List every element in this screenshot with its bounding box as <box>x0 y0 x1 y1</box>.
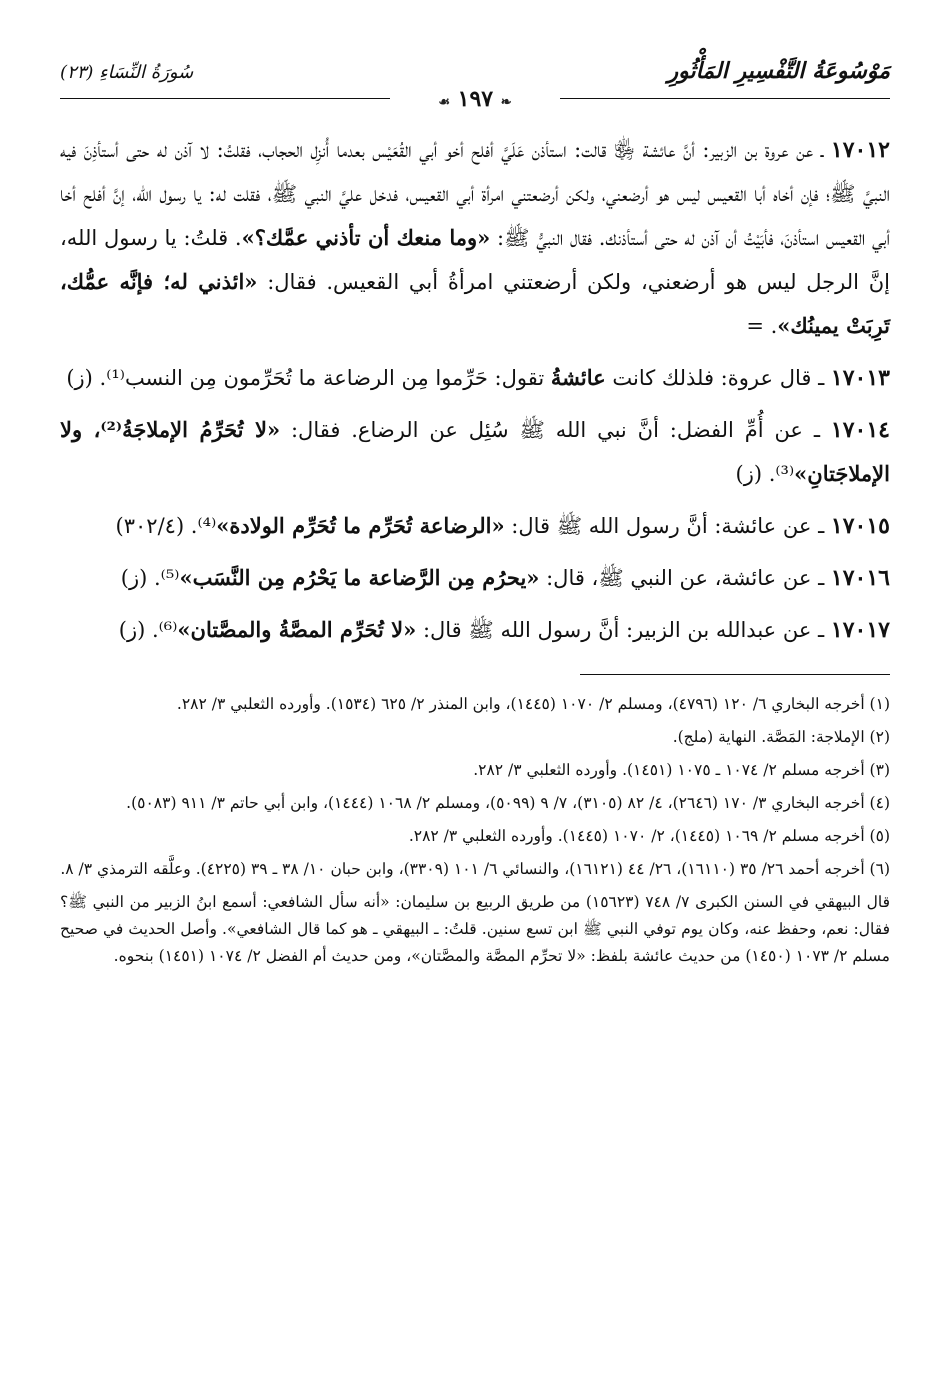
entry-text: ـ عن أُمِّ الفضل: أنَّ نبي الله ﷺ سُئِل عن الرضاع. فقال: <box>290 418 820 442</box>
footnotes <box>60 691 890 970</box>
entry-number: ١٧٠١٣ <box>830 365 890 391</box>
entry-number: ١٧٠١٤ <box>830 417 890 443</box>
entry-text: تقول: حَرِّموا مِن الرضاعة ما تُحَرِّمون مِن النسب⁽¹⁾. (ز) <box>66 366 545 390</box>
surah-title: سُورَةُ النِّسَاءِ (٢٣) <box>60 62 194 83</box>
entry <box>60 356 890 400</box>
header-rule-line-left <box>60 98 390 99</box>
ornament-icon: ☙ <box>438 95 450 110</box>
header-rule-line-right <box>560 98 890 99</box>
footnote: (٤) أخرجه البخاري ٣/ ١٧٠ (٢٦٤٦)، ٤/ ٨٢ (٣١٠٥)، ٧/ ٩ (٥٠٩٩)، ومسلم ٢/ ١٠٦٨ (١٤٤٤)، وابن أبي حاتم ٣/ ٩١١ (٥٠٨٣). <box>126 794 890 812</box>
entry-number: ١٧٠١٢ <box>830 137 890 163</box>
name-highlight: عائشةُ <box>550 365 606 390</box>
footnote: (٢) الإملاجة: المَصَّة. النهاية (ملج). <box>672 728 890 746</box>
hadith-quote: «الرضاعة تُحَرِّم ما تُحَرِّم الولادة» <box>216 513 505 538</box>
entry-text: ـ عن عبدالله بن الزبير: أنَّ رسول الله ﷺ قال: <box>422 618 825 642</box>
entry <box>60 408 890 496</box>
entry <box>60 608 890 652</box>
entry-text: . = <box>746 314 778 338</box>
page-number: ١٩٧ <box>457 86 494 112</box>
footnote: (٥) أخرجه مسلم ٢/ ١٠٦٩ (١٤٤٥)، ٢/ ١٠٧٠ (١٤٤٥). وأورده الثعلبي ٣/ ٢٨٢. <box>408 827 890 845</box>
page <box>60 48 890 976</box>
footnote: (٦) أخرجه أحمد ٢٦/ ٣٥ (١٦١١٠)، ٢٦/ ٤٤ (١٦١٢١)، والنسائي ٦/ ١٠١ (٣٣٠٩)، وابن حبان ١٠/ ٣٨ ـ ٣٩ (٤٢٢٥). وعلَّقه الترمذي ٣/ ٨. <box>60 860 890 878</box>
book-title: مَوْسُوعَةُ التَّفْسِيرِ المَأْثُورِ <box>667 58 890 84</box>
hadith-quote: «يحرُم مِن الرَّضاعة ما يَحْرُم مِن النَّسَب» <box>179 565 540 590</box>
entry <box>60 128 890 348</box>
entry-number: ١٧٠١٦ <box>830 565 890 591</box>
hadith-quote: «ائذني له؛ فإنَّه عمُّك، تَرِبَتْ يمينُك» <box>60 269 890 338</box>
header-rule <box>60 86 890 112</box>
entry-text: ـ عن عائشة، عن النبي ﷺ، قال: <box>546 566 825 590</box>
hadith-quote: «وما منعك أن تأذني عمَّك؟» <box>241 225 491 250</box>
footnote: (٣) أخرجه مسلم ٢/ ١٠٧٤ ـ ١٠٧٥ (١٤٥١). وأورده الثعلبي ٣/ ٢٨٢. <box>473 761 890 779</box>
entry-number: ١٧٠١٧ <box>830 617 890 643</box>
page-number-block <box>424 86 525 112</box>
entry <box>60 504 890 548</box>
ornament-icon: ❧ <box>500 95 512 110</box>
entry-text: ـ عن عائشة: أنَّ رسول الله ﷺ قال: <box>511 514 825 538</box>
footnote: (١) أخرجه البخاري ٦/ ١٢٠ (٤٧٩٦)، ومسلم ٢/ ١٠٧٠ (١٤٤٥)، وابن المنذر ٢/ ٦٢٥ (١٥٣٤). وأورده الثعلبي ٣/ ٢٨٢. <box>176 695 890 713</box>
entry-text: ـ عن عروة بن الزبير: أنَّ عائشة ﵂ قالت: استأذن عَلَيَّ أفلح أخو أبي القُعَيْس بعدما أُنزِل الحجاب، فقلتُ: لا آذن له حتى أستأذِنَ فيه النبيَّ ﷺ؛ فإن أخاه أبا القعيس ليس هو أرضعني، ولكن أرضعتني امرأة أبي القعيس، فدخل عليَّ النبي ﷺ، فقلت له: يا رسول الله، إنَّ أفلح أخا أبي القعيس استأذنَ، فأبَيْتُ أن آذن له حتى أستأذنك. فقال النبيُّ ﷺ: <box>60 138 890 250</box>
running-header <box>60 48 890 116</box>
footnote-separator <box>580 674 890 675</box>
entry-text: ⁽³⁾. (ز) <box>735 462 795 486</box>
entry-number: ١٧٠١٥ <box>830 513 890 539</box>
main-text <box>60 128 890 652</box>
entry-text: . قلتُ: يا رسول الله، إنَّ الرجل ليس هو أرضعني، ولكن أرضعتني امرأةُ أبي القعيس. فقال: <box>60 226 890 294</box>
entry-text: ⁽⁶⁾. (ز) <box>118 618 178 642</box>
entry-text: ⁽⁴⁾. (٣٠٢/٤) <box>115 514 217 538</box>
entry-text: ـ قال عروة: فلذلك كانت <box>612 366 825 390</box>
entry <box>60 556 890 600</box>
hadith-quote: «لا تُحَرِّمُ الإملاجَةُ⁽²⁾، ولا الإملاجَتانِ» <box>60 417 890 486</box>
entry-text: ⁽⁵⁾. (ز) <box>120 566 180 590</box>
footnote-commentary: قال البيهقي في السنن الكبرى ٧/ ٧٤٨ (١٥٦٢٣) من طريق الربيع بن سليمان: «أنه سأل الشافعي: أسمع ابنُ الزبير من النبي ﷺ؟ فقال: نعم، وحفظ عنه، وكان يوم توفي النبي ﷺ ابن تسع سنين. قلتُ: ـ البيهقي ـ هو كما قال الشافعي». وأصل الحديث في صحيح مسلم ٢/ ١٠٧٣ (١٤٥٠) من حديث عائشة بلفظ: «لا تحرِّم المصَّة والمصَّتان»، ومن حديث أم الفضل ٢/ ١٠٧٤ (١٤٥١) بنحوه. <box>60 893 890 965</box>
hadith-quote: «لا تُحَرِّم المصَّةُ والمصَّتان» <box>177 617 417 642</box>
